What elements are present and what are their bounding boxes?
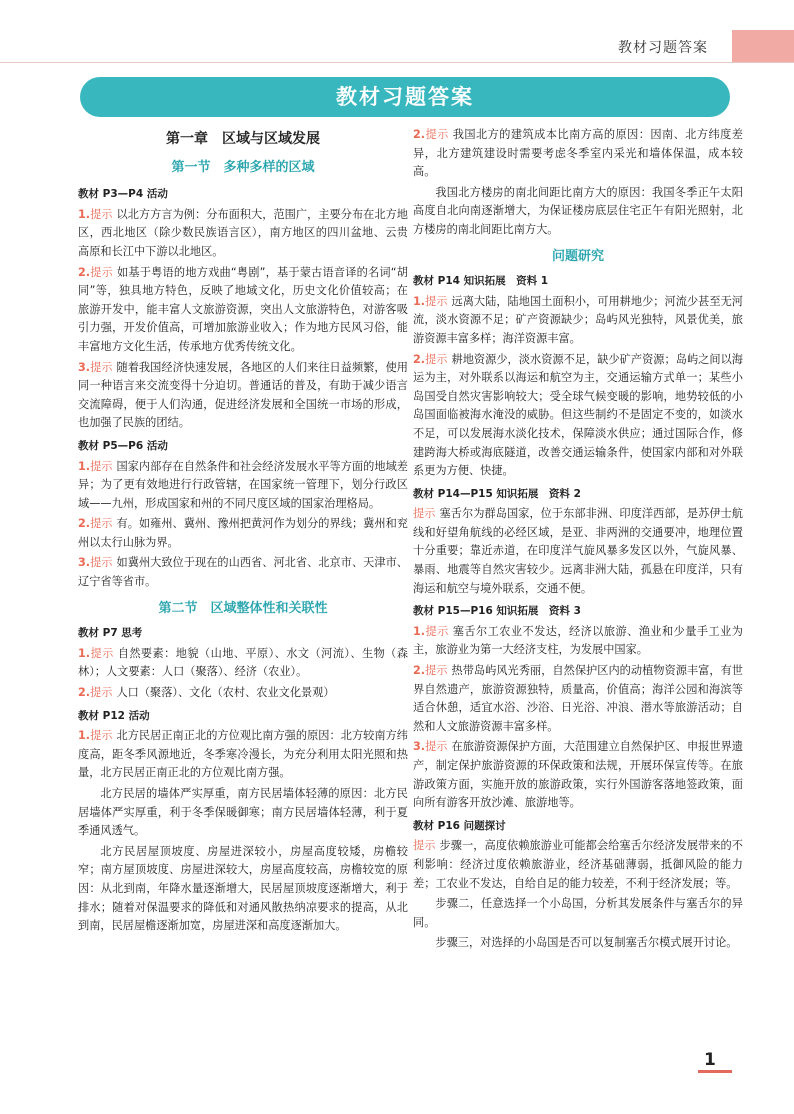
answer-item [78,727,408,783]
answer-item [78,684,408,703]
answer-item [78,206,408,262]
answer-text: 耕地资源少，淡水资源不足，缺少矿产资源；岛屿之间以海运为主，对外联系以海运和航空为主，交通运输方式单一；某些小岛国受自然灾害影响较大；受全球气候变暖的影响，地势较低的小岛国面临被海水淹没的威胁。但这些制约不是固定不变的，如淡水不足，可以发展海水淡化技术，保障淡水供应；通过国际合作，修建跨海大桥或海底隧道，改善交通运输条件，使国家内部和对外联系更为方便、快捷。 [413,352,743,478]
tip-label: 提示 [90,459,113,473]
answer-item [78,458,408,514]
header-tab [732,30,794,62]
tip-label: 提示 [425,352,448,366]
tip-label: 提示 [425,740,448,754]
activity-heading: 教材 P15—P16 知识拓展 资料 3 [413,605,581,618]
tip-label: 提示 [425,624,449,638]
answer-text: 如基于粤语的地方戏曲“粤剧”，基于蒙古语音译的名词“胡同”等，独具地方特色，反映了地域文化，历史文化价值较高；在旅游开发中，能丰富人文旅游资源，突出人文旅游特色，对游客吸引力强，开发价值高，可增加旅游业收入；作为地方民风习俗，能丰富地方文化生活，传承地方优秀传统文化。 [78,265,408,353]
answer-number: 3. [78,360,91,374]
answer-text: 远离大陆，陆地国土面积小，可用耕地少；河流少甚至无河流，淡水资源不足；矿产资源缺少；岛屿风光独特，风景优美，旅游资源丰富多样；海洋资源丰富。 [413,294,743,345]
answer-number: 2. [413,352,426,366]
activity-heading: 教材 P14 知识拓展 资料 1 [413,275,549,288]
answer-item [413,738,743,812]
tip-label: 提示 [425,664,448,678]
answer-paragraph: 北方民居的墙体严实厚重，南方民居墙体轻薄的原因：北方民居墙体严实厚重，利于冬季保暖御寒；南方民居墙体轻薄，利于夏季通风透气。 [78,787,408,838]
tip-label: 提示 [90,207,113,221]
page-number: 1 [704,1050,716,1070]
answer-number: 2. [78,517,91,531]
answer-number: 1. [413,624,426,638]
tip-label: 提示 [425,294,448,308]
answer-text: 自然要素：地貌（山地、平原）、水文（河流）、生物（森林）；人文要素：人口（聚落）、经济（农业）。 [78,646,408,679]
answer-item [413,623,743,660]
answer-item [413,126,743,182]
tip-label: 提示 [90,729,113,743]
answer-text: 热带岛屿风光秀丽，自然保护区内的动植物资源丰富，有世界自然遗产，旅游资源独特，质量高，价值高；海洋公园和海滨等适合休憩，适宜水浴、沙浴、日光浴、冲浪、潜水等旅游活动；自然和人文旅游资源丰富多样。 [413,664,743,733]
answer-paragraph: 我国北方楼房的南北间距比南方大的原因：我国冬季正午太阳高度自北向南逐渐增大，为保证楼房底层住宅正午有阳光照射，北方楼房的南北间距比南方大。 [413,185,743,236]
answer-text: 在旅游资源保护方面，大范围建立自然保护区、申报世界遗产，制定保护旅游资源的环保政策和法规，开展环保宣传等。在旅游政策方面，实施开放的旅游政策，实行外国游客落地签政策，面向所有游客开放沙滩、旅游地等。 [413,740,743,810]
section-title: 第二节 区域整体性和关联性 [158,600,328,616]
answer-text: 人口（聚落）、文化（农村、农业文化景观） [116,686,335,700]
answer-number: 1. [78,207,91,221]
answer-item [78,515,408,552]
answer-text: 如冀州大致位于现在的山西省、河北省、北京市、天津市、辽宁省等省市。 [78,556,408,589]
answer-paragraph: 步骤二，任意选择一个小岛国，分析其发展条件与塞舌尔的异同。 [413,897,743,929]
tip-label: 提示 [413,507,436,521]
activity-heading: 教材 P14—P15 知识拓展 资料 2 [413,487,581,500]
answer-item [413,837,743,893]
answer-number: 1. [78,459,91,473]
answer-text: 随着我国经济快速发展，各地区的人们来往日益频繁，使用同一种语言来交流变得十分迫切。普通话的普及，有助于减少语言交流障碍，便于人们沟通，促进经济发展和全国统一市场的形成，也加强了民族的团结。 [78,360,408,430]
answer-text: 我国北方的建筑成本比南方高的原因：因南、北方纬度差异，北方建筑建设时需要考虑冬季室内采光和墙体保温，成本较高。 [413,128,743,179]
activity-heading: 教材 P12 活动 [78,709,150,722]
header-title: 教材习题答案 [618,40,708,56]
tip-label: 提示 [90,556,113,570]
answer-number: 1. [78,729,91,743]
answer-number: 3. [413,740,426,754]
tip-label: 提示 [90,517,113,531]
answer-item [413,351,743,481]
answer-text: 北方民居正南正北的方位观比南方强的原因：北方较南方纬度高，距冬季风源地近，冬季寒冷漫长，为充分利用太阳光照和热量，北方民居正南正北的方位观比南方强。 [78,729,408,780]
answer-item [413,662,743,736]
tip-label: 提示 [425,128,449,141]
tip-label: 提示 [413,839,436,853]
answer-number: 2. [78,265,91,279]
page-banner: 教材习题答案 [80,77,730,117]
answer-item [413,293,743,349]
left-column [78,126,408,938]
header-divider [0,62,794,63]
answer-text: 有。如雍州、冀州、豫州把黄河作为划分的界线；冀州和兖州以太行山脉为界。 [78,517,408,549]
answer-text: 塞舌尔工农业不发达，经济以旅游、渔业和少量手工业为主，旅游业为第一大经济支柱，为发展中国家。 [413,624,743,657]
answer-paragraph: 北方民居屋顶坡度、房屋进深较小，房屋高度较矮，房檐较窄；南方屋顶坡度、房屋进深较大，房屋高度较高，房檐较宽的原因：从北到南，年降水量逐渐增大，民居屋顶坡度逐渐增大，利于排水；随着对保温要求的降低和对通风散热纳凉要求的提高，从北到南，民居屋檐逐渐加宽，房屋进深和高度逐渐加大。 [78,844,408,933]
answer-text: 塞舌尔为群岛国家，位于东部非洲、印度洋西部，是苏伊士航线和好望角航线的必经区域，是亚、非两洲的交通要冲，地理位置十分重要；靠近赤道，在印度洋气旋风暴多发区以外，气旋风暴、暴雨、地震等自然灾害较少。远离非洲大陆，孤悬在印度洋，只有海运和航空与境外联系，交通不便。 [413,507,743,595]
answer-item [413,505,743,598]
answer-item [78,645,408,682]
section-title: 第一节 多种多样的区域 [171,159,315,175]
answer-number: 2. [413,128,426,141]
answer-text: 步骤一，高度依赖旅游业可能都会给塞舌尔经济发展带来的不利影响：经济过度依赖旅游业，经济基础薄弱，抵御风险的能力差；工农业不发达，自给自足的能力较差，不利于经济发展；等。 [413,839,743,890]
answer-number: 1. [78,646,91,660]
answer-text: 国家内部存在自然条件和社会经济发展水平等方面的地域差异；为了更有效地进行行政管辖，在国家统一管理下，划分行政区域——九州，形成国家和州的不同尺度区域的国家治理格局。 [78,459,408,510]
section-title: 问题研究 [551,248,604,264]
answer-item [78,554,408,591]
activity-heading: 教材 P3—P4 活动 [78,188,168,201]
tip-label: 提示 [90,360,113,374]
tip-label: 提示 [90,265,114,279]
answer-text: 以北方方言为例：分布面积大，范围广，主要分布在北方地区，西北地区（除少数民族语言区），南方地区的四川盆地、云贵高原和长江中下游以北地区。 [78,207,408,258]
activity-heading: 教材 P16 问题探讨 [413,819,506,832]
tip-label: 提示 [90,646,114,660]
answer-number: 3. [78,556,91,570]
answer-number: 1. [413,294,426,308]
answer-item [78,264,408,357]
answer-paragraph: 步骤三，对选择的小岛国是否可以复制塞舌尔模式展开讨论。 [435,936,738,950]
page-number-underline [698,1070,732,1073]
right-column [413,126,743,955]
activity-heading: 教材 P7 思考 [78,627,143,640]
chapter-title: 第一章 区域与区域发展 [166,131,320,147]
answer-item [78,359,408,433]
tip-label: 提示 [90,686,113,700]
answer-number: 2. [413,664,426,678]
activity-heading: 教材 P5—P6 活动 [78,439,168,452]
answer-number: 2. [78,686,91,700]
